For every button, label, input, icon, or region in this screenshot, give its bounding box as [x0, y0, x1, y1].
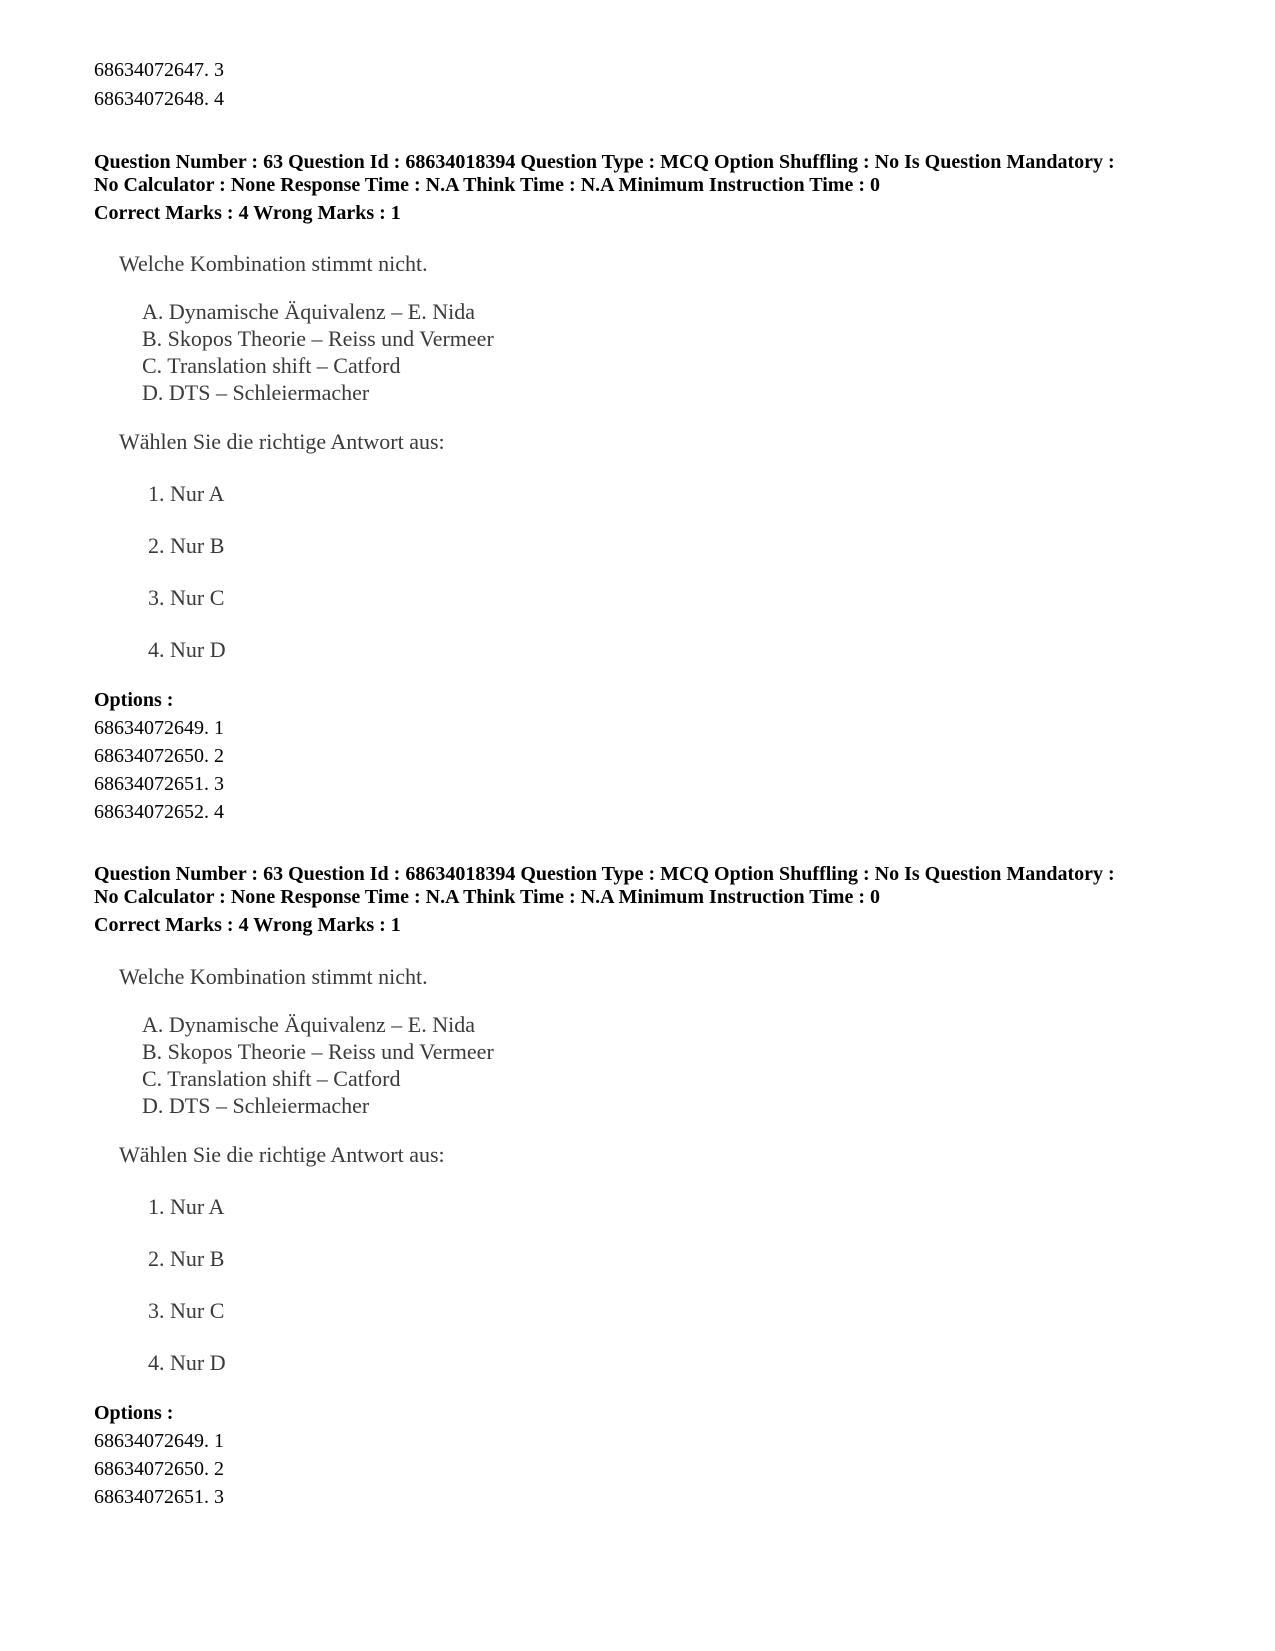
- question-instruction: Wählen Sie die richtige Antwort aus:: [119, 429, 445, 454]
- question-instruction: Wählen Sie die richtige Antwort aus:: [119, 1142, 445, 1167]
- statement-item: C. Translation shift – Catford: [142, 1066, 401, 1091]
- option-line: 68634072650. 2: [94, 1458, 224, 1480]
- statement-item: B. Skopos Theorie – Reiss und Vermeer: [142, 326, 494, 351]
- question-header-line1: Question Number : 63 Question Id : 68634018394 Question Type : MCQ Option Shuffling : No Is Question Mandatory :: [94, 151, 1115, 173]
- question-stem: Welche Kombination stimmt nicht.: [119, 964, 428, 989]
- statement-item: D. DTS – Schleiermacher: [142, 1093, 370, 1118]
- option-line: 68634072651. 3: [94, 1486, 224, 1508]
- answer-choice: 1. Nur A: [148, 1194, 225, 1219]
- answer-choice: 1. Nur A: [148, 481, 225, 506]
- question-header-line2: No Calculator : None Response Time : N.A Think Time : N.A Minimum Instruction Time : 0: [94, 886, 880, 908]
- statement-item: C. Translation shift – Catford: [142, 353, 401, 378]
- statement-item: B. Skopos Theorie – Reiss und Vermeer: [142, 1039, 494, 1064]
- option-line: 68634072649. 1: [94, 717, 224, 739]
- answer-choice: 2. Nur B: [148, 533, 225, 558]
- options-label: Options :: [94, 689, 174, 711]
- answer-choice: 4. Nur D: [148, 1350, 226, 1375]
- answer-choice: 3. Nur C: [148, 585, 225, 610]
- answer-choice: 4. Nur D: [148, 637, 226, 662]
- options-label: Options :: [94, 1402, 174, 1424]
- answer-choice: 2. Nur B: [148, 1246, 225, 1271]
- option-line: 68634072649. 1: [94, 1430, 224, 1452]
- question-stem: Welche Kombination stimmt nicht.: [119, 251, 428, 276]
- statement-item: A. Dynamische Äquivalenz – E. Nida: [142, 299, 475, 324]
- prev-option-line: 68634072648. 4: [94, 88, 224, 110]
- question-header-line2: No Calculator : None Response Time : N.A Think Time : N.A Minimum Instruction Time : 0: [94, 174, 880, 196]
- question-header-line1: Question Number : 63 Question Id : 68634018394 Question Type : MCQ Option Shuffling : No Is Question Mandatory :: [94, 863, 1115, 885]
- option-line: 68634072651. 3: [94, 773, 224, 795]
- question-marks: Correct Marks : 4 Wrong Marks : 1: [94, 202, 401, 224]
- option-line: 68634072652. 4: [94, 801, 224, 823]
- question-marks: Correct Marks : 4 Wrong Marks : 1: [94, 914, 401, 936]
- question-content-image: [94, 245, 654, 695]
- statement-item: A. Dynamische Äquivalenz – E. Nida: [142, 1012, 475, 1037]
- question-content-image: [94, 958, 654, 1408]
- answer-choice: 3. Nur C: [148, 1298, 225, 1323]
- statement-item: D. DTS – Schleiermacher: [142, 380, 370, 405]
- option-line: 68634072650. 2: [94, 745, 224, 767]
- prev-option-line: 68634072647. 3: [94, 59, 224, 81]
